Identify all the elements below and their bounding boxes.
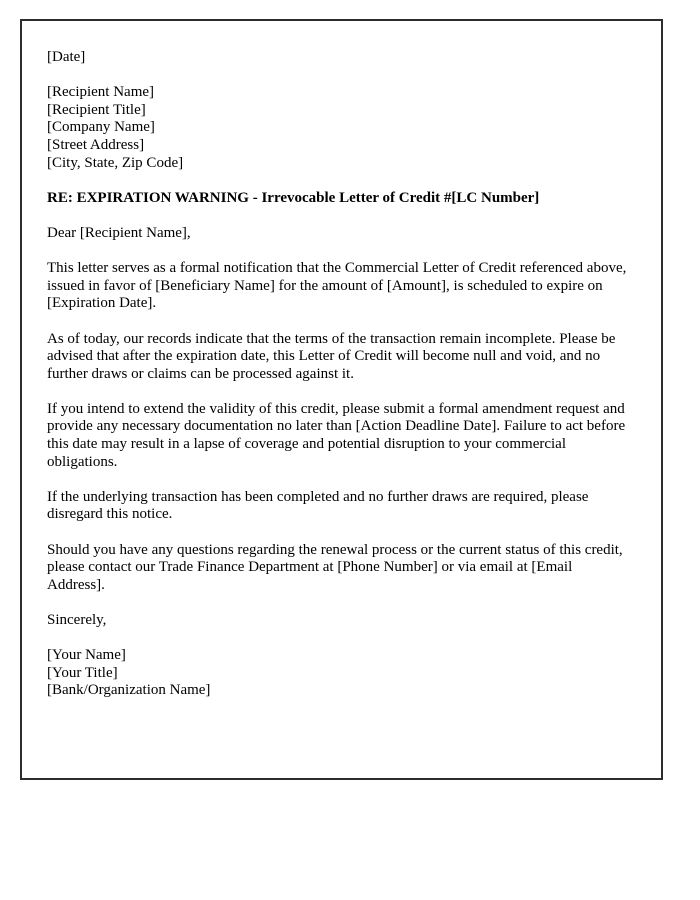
body-paragraph-disregard-notice: If the underlying transaction has been completed and no further draws are required, please disregard this notice. (47, 488, 589, 523)
date-line: [Date] (47, 49, 86, 65)
body-paragraph-extension-request: If you intend to extend the validity of this credit, please submit a formal amendment request and provide any necessary documentation no later than [Action Deadline Date]. Failure to act before this date may result in a lapse of coverage and potential disruption to your commercial obligations. (47, 400, 626, 470)
body-paragraph-notification: This letter serves as a formal notification that the Commercial Letter of Credit referenced above, issued in favor of [Beneficiary Name] for the amount of [Amount], is scheduled to expire on [Expiration Date]. (47, 260, 627, 312)
company-name-line: [Company Name] (47, 119, 155, 136)
salutation-line: Dear [Recipient Name], (47, 224, 191, 241)
recipient-title-line: [Recipient Title] (47, 101, 146, 118)
letter-page (20, 19, 663, 780)
city-state-zip-line: [City, State, Zip Code] (47, 154, 184, 171)
sender-name-line: [Your Name] (47, 647, 126, 664)
signature-block (47, 647, 627, 700)
body-paragraph-records-status: As of today, our records indicate that the terms of the transaction remain incomplete. Please be advised that after the expiration date, this Letter of Credit will become null and void, and no further draws or claims can be processed against it. (47, 330, 616, 382)
organization-name-line: [Bank/Organization Name] (47, 682, 211, 699)
subject-line: RE: EXPIRATION WARNING - Irrevocable Letter of Credit #[LC Number] (47, 189, 540, 206)
sender-title-line: [Your Title] (47, 664, 118, 681)
recipient-address-block (47, 84, 627, 172)
body-paragraph-contact-info: Should you have any questions regarding the renewal process or the current status of this credit, please contact our Trade Finance Department at [Phone Number] or via email at [Email Address]. (47, 541, 623, 593)
street-address-line: [Street Address] (47, 136, 145, 153)
closing-line: Sincerely, (47, 612, 107, 628)
recipient-name-line: [Recipient Name] (47, 84, 155, 101)
